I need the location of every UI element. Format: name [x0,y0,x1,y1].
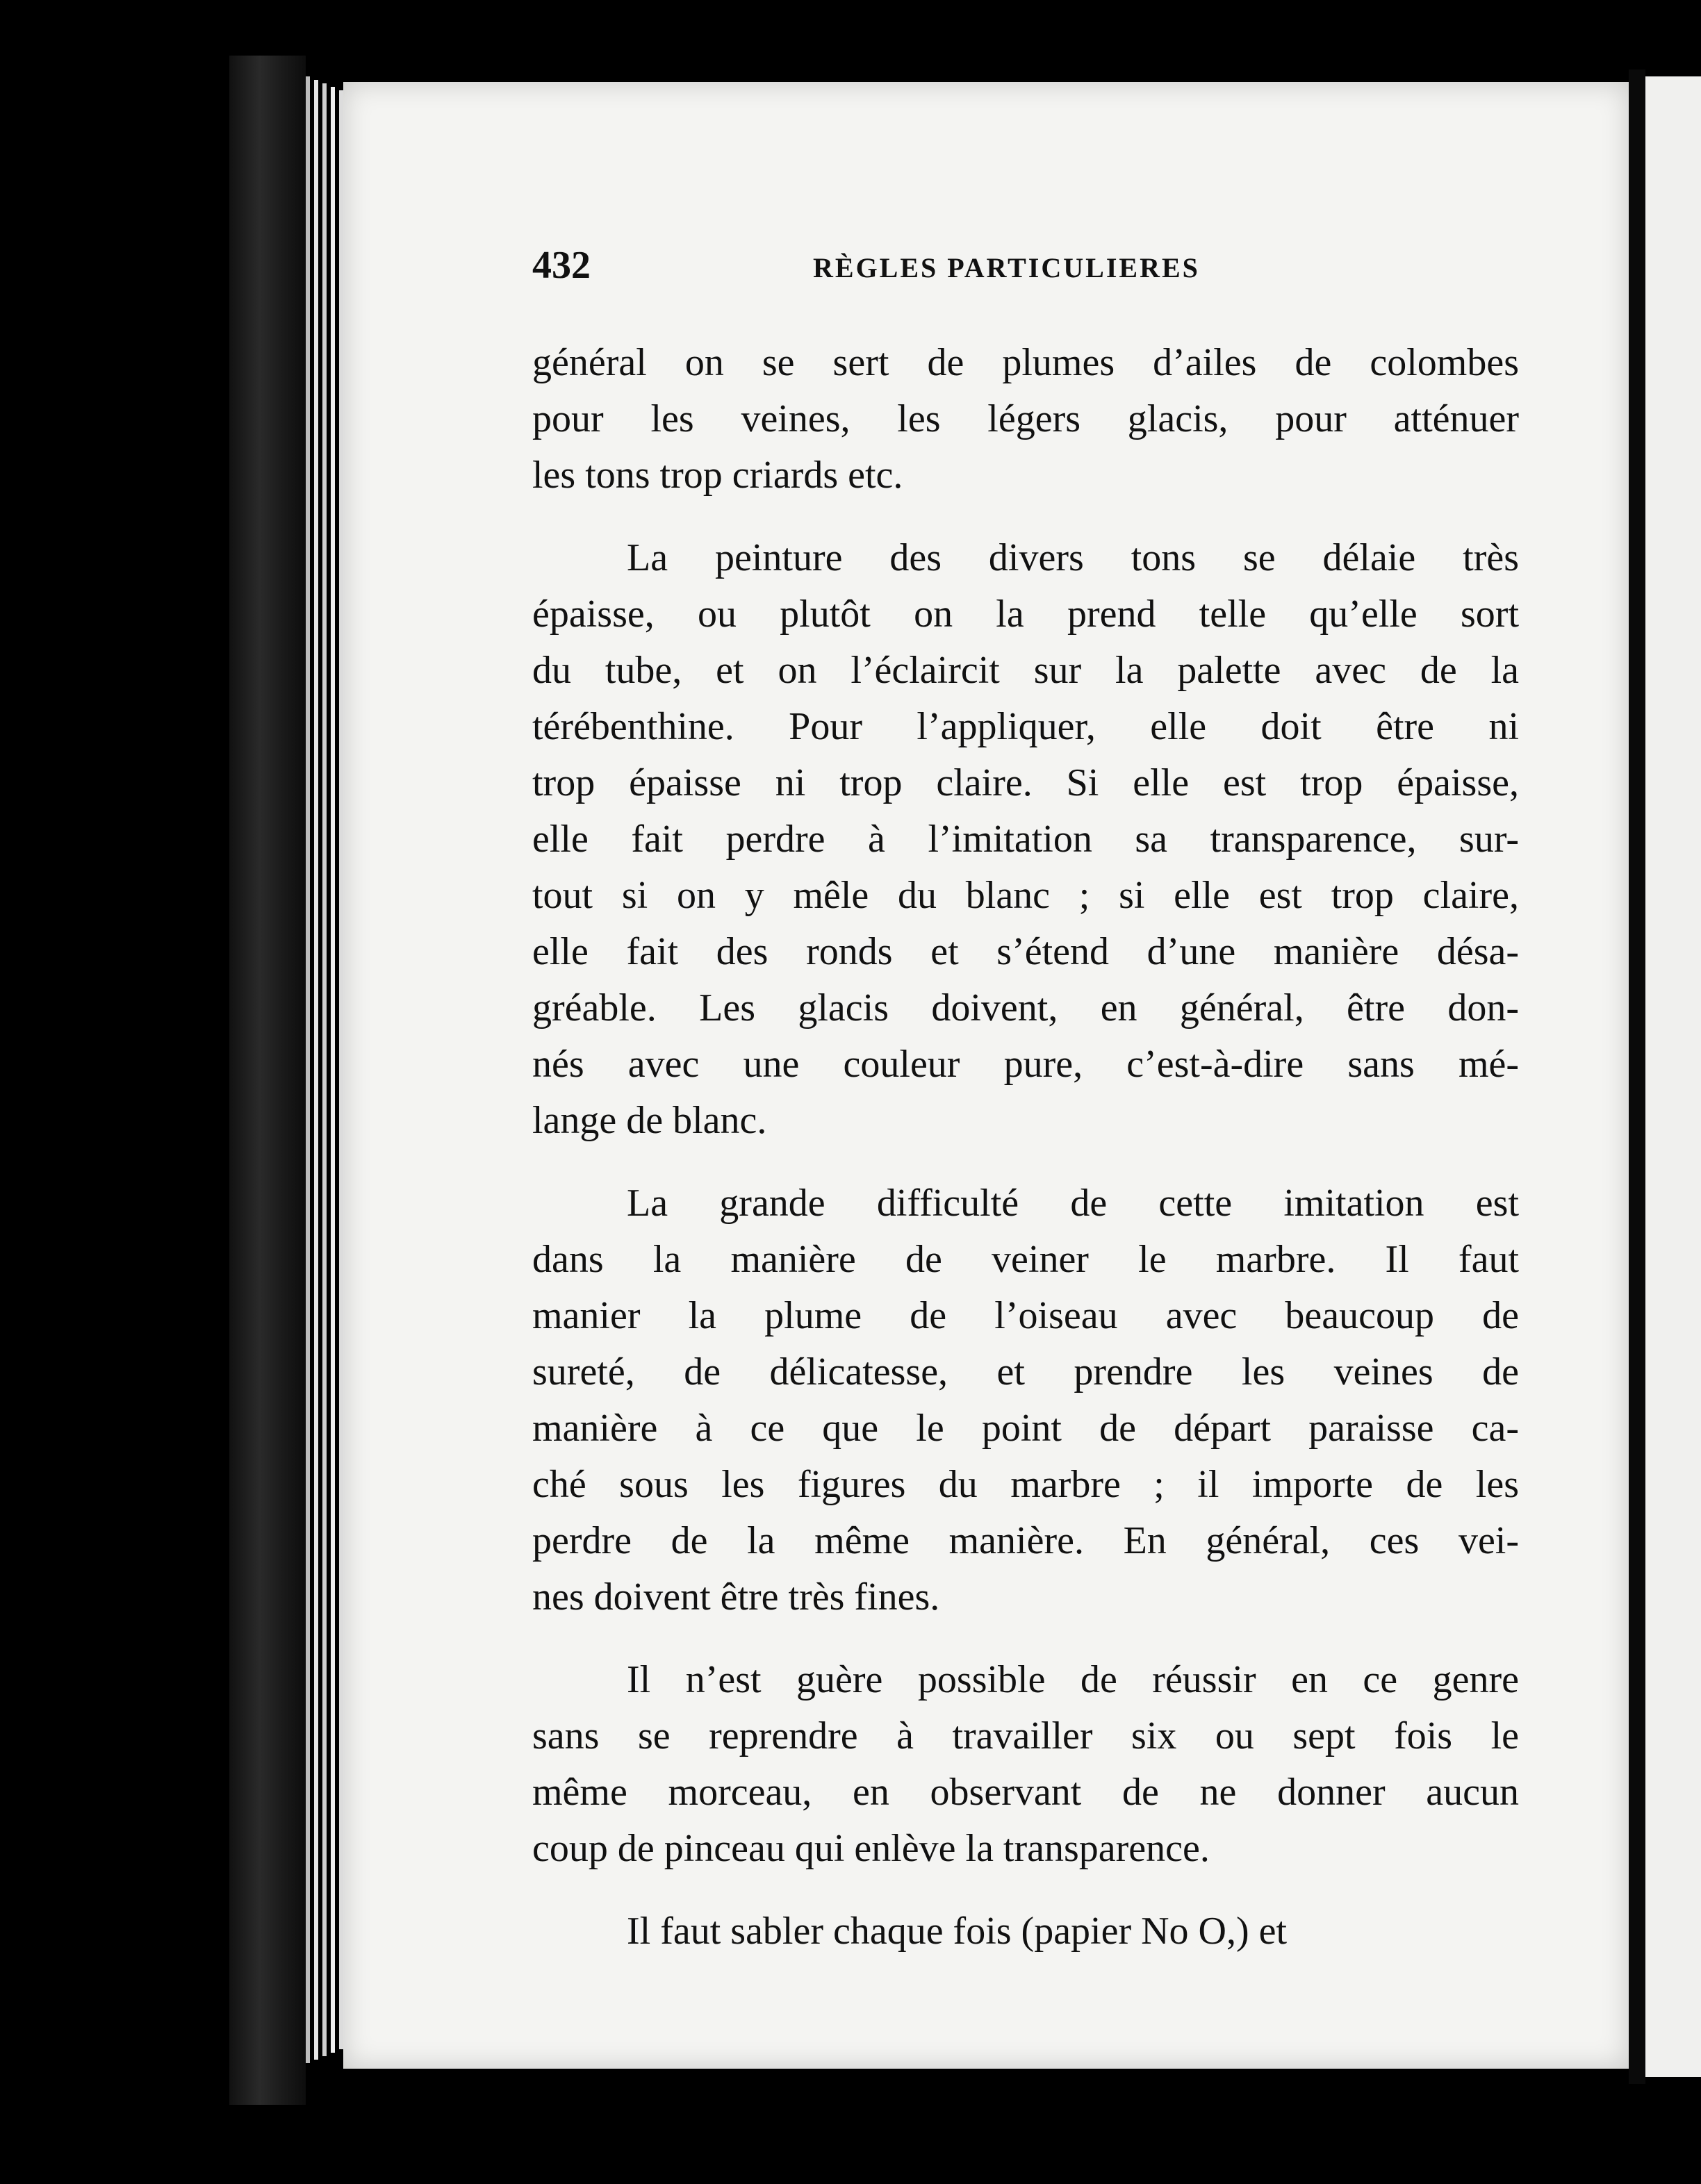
text-line: sans se reprendre à travailler six ou sept fois le [532,1714,1519,1757]
running-head: RÈGLES PARTICULIERES [813,252,1200,283]
text-line: La grande difficulté de cette imitation est [627,1182,1519,1225]
page-number: 432 [532,244,591,287]
text-line: manière à ce que le point de départ paraisse ca- [532,1407,1519,1450]
paragraph-gap [532,1625,1519,1652]
page-edge [322,83,327,2056]
paragraph [532,1903,1519,1960]
text-line: général on se sert de plumes d’ailes de colombes [532,341,1519,384]
paragraph-gap [532,504,1519,530]
text-line: La peinture des divers tons se délaie très [627,536,1519,579]
page-edge [331,87,335,2053]
text-line: elle fait des ronds et s’étend d’une manière désa- [532,930,1519,973]
text-line: manier la plume de l’oiseau avec beaucoup de [532,1294,1519,1337]
text-line: sureté, de délicatesse, et prendre les veines de [532,1350,1519,1393]
text-line: tout si on y mêle du blanc ; si elle est trop claire, [532,874,1519,917]
text-line: elle fait perdre à l’imitation sa transparence, sur- [532,818,1519,861]
paragraph [532,1175,1519,1625]
text-line: coup de pinceau qui enlève la transparence. [532,1827,1210,1870]
paragraph-gap [532,1877,1519,1903]
text-line: ché sous les figures du marbre ; il importe de les [532,1463,1519,1506]
text-line: pour les veines, les légers glacis, pour atténuer [532,397,1519,440]
page-header [532,243,1519,299]
page-gutter [1629,69,1645,2084]
text-line: térébenthine. Pour l’appliquer, elle doit être ni [532,705,1519,748]
text-line: Il n’est guère possible de réussir en ce genre [627,1658,1519,1701]
text-line: perdre de la même manière. En général, ces vei- [532,1519,1519,1562]
page-edge [306,76,310,2063]
text-line: nes doivent être très fines. [532,1575,940,1619]
paragraph [532,1652,1519,1877]
text-line: les tons trop criards etc. [532,454,903,497]
text-line: trop épaisse ni trop claire. Si elle est trop épaisse, [532,761,1519,804]
body-text [532,335,1519,1960]
text-line: nés avec une couleur pure, c’est-à-dire sans mé- [532,1043,1519,1086]
book-spine [229,56,306,2105]
text-line: lange de blanc. [532,1099,767,1142]
page-edge [314,80,318,2060]
paragraph [532,530,1519,1149]
text-line: du tube, et on l’éclaircit sur la palette avec de la [532,649,1519,692]
paragraph [532,335,1519,504]
paragraph-gap [532,1149,1519,1175]
text-line: gréable. Les glacis doivent, en général, être don- [532,986,1519,1029]
text-line: Il faut sabler chaque fois (papier No O,) et [627,1910,1288,1953]
text-line: même morceau, en observant de ne donner aucun [532,1771,1519,1814]
adjacent-page [1645,76,1701,2077]
text-line: épaisse, ou plutôt on la prend telle qu’elle sort [532,593,1519,636]
text-line: dans la manière de veiner le marbre. Il faut [532,1238,1519,1281]
